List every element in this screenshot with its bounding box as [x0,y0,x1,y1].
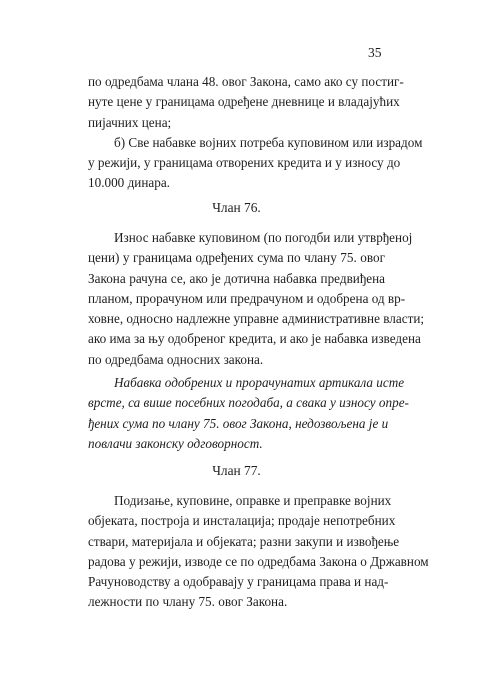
article-76-heading: Члан 76. [212,200,261,215]
text-line: ховне, односно надлежне управне административне власти; [88,311,425,327]
article-76-paragraph-1 [88,228,425,370]
text-line: Рачуноводству а одобравају у границама права и над- [88,574,389,590]
text-line: ако има за њу одобреног кредита, и ако је набавка изведена [88,331,421,347]
text-line: нуте цене у границама одређене дневнице и владајућих [88,94,400,110]
text-line: Закона рачуна се, ако је дотична набавка предвиђена [88,270,385,286]
text-line: Набавка одобрених и прорачунатих артикала исте [114,375,405,390]
text-line: радова у режији, изводе се по одредбама Закона о Државном [88,553,429,569]
article-77-paragraph [88,491,429,613]
text-line: 10.000 динара. [88,175,170,191]
text-line: ствари, материјала и објеката; разни закупи и извођење [88,533,400,549]
text-line: Подизање, куповине, оправке и преправке војних [114,493,392,508]
text-line: по одредбама члана 48. овог Закона, само ако су постиг- [88,74,404,89]
text-line: б) Све набавке војних потреба куповином или израдом [114,134,423,150]
text-line: планом, прорачуном или предрачуном и одобрена од вр- [88,290,406,306]
article-77-heading: Члан 77. [212,463,261,478]
text-line: цени) у границама одређених сума по члану 75. овог [88,250,385,266]
text-line: ђених сума по члану 75. овог Закона, недозвољена је и [88,415,389,431]
page-number: 35 [368,45,382,60]
text-line: повлачи законску одговорност. [88,435,263,451]
text-line: лежности по члану 75. овог Закона. [88,594,288,610]
article-76-paragraph-2 [88,373,409,454]
continuation-paragraph [88,72,423,194]
text-line: објеката, построја и инсталација; продаје непотребних [88,513,396,529]
text-line: врсте, са више посебних погодаба, а свака у износу опре- [88,395,409,411]
text-line: пијачних цена; [88,114,172,130]
text-line: Износ набавке куповином (по погодби или утврђеној [114,230,413,245]
text-line: у режији, у границама отворених кредита и у износу до [88,155,401,171]
text-line: по одредбама односних закона. [88,351,264,367]
